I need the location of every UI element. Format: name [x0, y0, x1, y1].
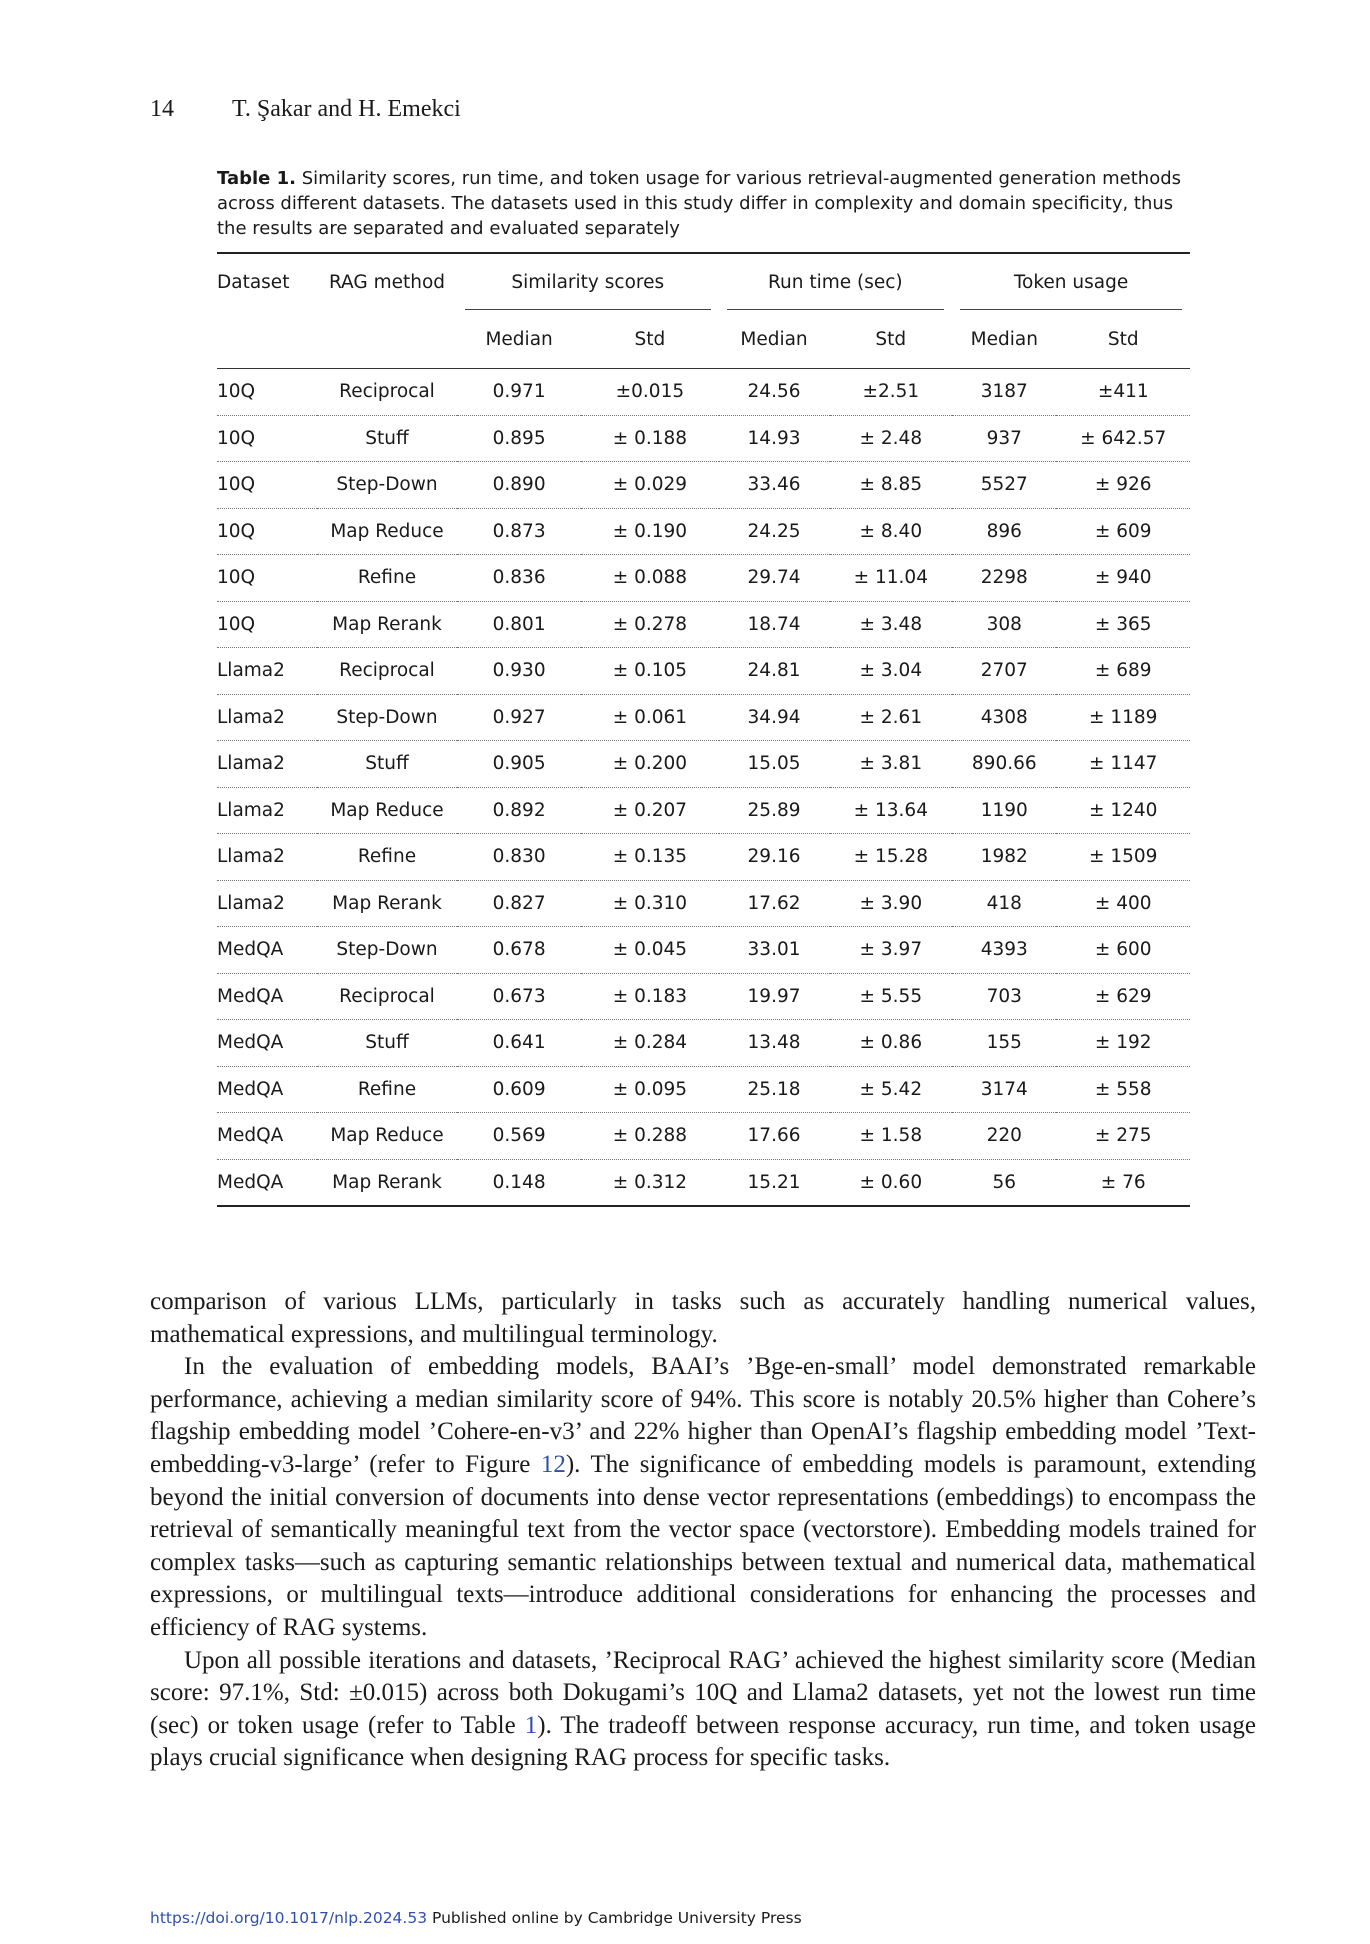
table-1-link[interactable]: 1 — [524, 1711, 538, 1739]
table-row — [217, 1020, 1190, 1067]
cell-rt-std: ± 3.81 — [830, 741, 953, 788]
cell-sim-median: 0.927 — [457, 694, 581, 741]
cell-rt-median: 19.97 — [719, 973, 830, 1020]
cell-tok-std: ± 275 — [1056, 1113, 1190, 1160]
header-runtime-group — [719, 253, 953, 310]
page-number: 14 — [150, 96, 174, 122]
table-row — [217, 462, 1190, 509]
paragraph-3-text-a: Upon all possible iterations and datasets, ’Reciprocal RAG’ achieved the highest similarity score (Median score: 97.1%, Std: ±0.015) across both Dokugami’s 10Q and Llama2 datasets, yet not the lowest run time (sec) or token usage (refer to Table — [150, 1646, 1256, 1739]
cell-rag-method: Map Reduce — [317, 1113, 457, 1160]
running-head — [150, 96, 461, 123]
cell-rt-median: 24.56 — [719, 369, 830, 416]
cell-sim-median: 0.678 — [457, 927, 581, 974]
cell-dataset: Llama2 — [217, 741, 317, 788]
cell-sim-std: ± 0.310 — [581, 880, 718, 927]
cell-rag-method: Map Rerank — [317, 880, 457, 927]
paragraph-3 — [150, 1645, 1256, 1775]
cell-rag-method: Map Rerank — [317, 601, 457, 648]
cell-rt-std: ± 3.90 — [830, 880, 953, 927]
cell-dataset: 10Q — [217, 601, 317, 648]
cell-rag-method: Reciprocal — [317, 648, 457, 695]
results-table — [217, 252, 1190, 1207]
cell-rag-method: Refine — [317, 834, 457, 881]
cell-rag-method: Reciprocal — [317, 369, 457, 416]
cell-dataset: MedQA — [217, 1171, 284, 1193]
cell-rt-median: 17.62 — [719, 880, 830, 927]
cell-rt-std: ± 8.40 — [830, 508, 953, 555]
cell-sim-median: 0.905 — [457, 741, 581, 788]
cell-sim-std: ± 0.135 — [581, 834, 718, 881]
cell-rt-median: 33.46 — [719, 462, 830, 509]
cell-sim-median: 0.895 — [457, 415, 581, 462]
cell-sim-std: ± 0.188 — [581, 415, 718, 462]
table-row — [217, 1113, 1190, 1160]
cell-tok-median: 896 — [952, 508, 1056, 555]
cell-rag-method: Refine — [317, 555, 457, 602]
cell-tok-std: ±411 — [1056, 369, 1190, 416]
cell-tok-median: 4393 — [952, 927, 1056, 974]
cell-sim-median: 0.971 — [457, 369, 581, 416]
paragraph-3-text-b: ). The tradeoff between response accuracy, run time, and token usage plays crucial significance when designing RAG process for specific tasks. — [150, 1711, 1256, 1772]
cell-tok-median: 1982 — [952, 834, 1056, 881]
cell-tok-std: ± 642.57 — [1056, 415, 1190, 462]
cell-sim-std: ± 0.183 — [581, 973, 718, 1020]
cell-sim-std: ± 0.278 — [581, 601, 718, 648]
cell-dataset: Llama2 — [217, 648, 317, 695]
cell-dataset: MedQA — [217, 1020, 317, 1067]
cell-rt-std: ± 8.85 — [830, 462, 953, 509]
cell-rt-median: 24.25 — [719, 508, 830, 555]
header-sim-median: Median — [457, 310, 581, 369]
cell-tok-median: 220 — [952, 1113, 1056, 1160]
cell-rt-median: 15.05 — [719, 741, 830, 788]
cell-sim-std: ± 0.288 — [581, 1113, 718, 1160]
cell-rt-std: ± 0.60 — [859, 1171, 923, 1193]
cell-rt-std: ± 3.97 — [830, 927, 953, 974]
header-tokens-group — [952, 253, 1190, 310]
header-tokens: Token usage — [960, 254, 1182, 310]
table-row — [217, 508, 1190, 555]
cell-dataset: MedQA — [217, 1066, 317, 1113]
cell-sim-std: ± 0.088 — [581, 555, 718, 602]
table-caption-text: Similarity scores, run time, and token usage for various retrieval-augmented generation methods across different datasets. The datasets used in this study differ in complexity and domain specificity, thus the results are separated and evaluated separately — [217, 168, 1182, 239]
paragraph-2 — [150, 1351, 1256, 1644]
cell-dataset: MedQA — [217, 1113, 317, 1160]
table-row — [217, 927, 1190, 974]
cell-rt-std: ± 2.61 — [830, 694, 953, 741]
cell-rag-method: Step-Down — [317, 694, 457, 741]
cell-sim-median: 0.836 — [457, 555, 581, 602]
cell-rt-std: ± 1.58 — [830, 1113, 953, 1160]
cell-rt-median: 33.01 — [719, 927, 830, 974]
cell-tok-median: 2707 — [952, 648, 1056, 695]
cell-dataset: 10Q — [217, 415, 317, 462]
cell-tok-median: 4308 — [952, 694, 1056, 741]
cell-rag-method: Refine — [317, 1066, 457, 1113]
table-caption — [217, 166, 1190, 241]
cell-dataset: Llama2 — [217, 787, 317, 834]
cell-rt-std: ± 11.04 — [830, 555, 953, 602]
cell-tok-std: ± 558 — [1056, 1066, 1190, 1113]
cell-tok-median: 703 — [952, 973, 1056, 1020]
header-rt-median: Median — [719, 310, 830, 369]
table-row — [217, 601, 1190, 648]
table-body — [217, 369, 1190, 1207]
cell-dataset: 10Q — [217, 508, 317, 555]
cell-tok-std: ± 1147 — [1056, 741, 1190, 788]
cell-rt-median: 25.18 — [719, 1066, 830, 1113]
cell-rt-median: 13.48 — [719, 1020, 830, 1067]
cell-tok-median: 1190 — [952, 787, 1056, 834]
cell-sim-median: 0.890 — [457, 462, 581, 509]
table-row — [217, 787, 1190, 834]
publisher-note: Published online by Cambridge University Press — [432, 1909, 802, 1927]
table-row — [217, 648, 1190, 695]
body-text — [150, 1286, 1256, 1775]
cell-sim-std: ± 0.105 — [581, 648, 718, 695]
cell-rag-method: Map Reduce — [317, 508, 457, 555]
cell-rag-method: Stuff — [317, 1020, 457, 1067]
cell-tok-median: 3187 — [952, 369, 1056, 416]
cell-rt-std: ± 0.86 — [830, 1020, 953, 1067]
cell-tok-median: 937 — [952, 415, 1056, 462]
header-tok-std: Std — [1056, 310, 1190, 369]
cell-tok-std: ± 940 — [1056, 555, 1190, 602]
doi-link[interactable]: https://doi.org/10.1017/nlp.2024.53 — [150, 1909, 428, 1927]
cell-tok-std: ± 1189 — [1056, 694, 1190, 741]
cell-tok-std: ± 689 — [1056, 648, 1190, 695]
cell-rag-method: Stuff — [317, 415, 457, 462]
header-sim-std: Std — [581, 310, 718, 369]
cell-dataset: Llama2 — [217, 694, 317, 741]
cell-sim-median: 0.827 — [457, 880, 581, 927]
cell-rag-method: Step-Down — [317, 927, 457, 974]
table-row — [217, 1159, 1190, 1206]
cell-tok-median: 2298 — [952, 555, 1056, 602]
paragraph-2-text-a: In the evaluation of embedding models, BAAI’s ’Bge-en-small’ model demonstrated remarkable performance, achieving a median similarity score of 94%. This score is notably 20.5% higher than Cohere’s flagship embedding model ’Cohere-en-v3’ and 22% higher than OpenAI’s flagship embedding model ’Text-embedding-v3-large’ (refer to Figure — [150, 1353, 1256, 1478]
cell-sim-std: ± 0.029 — [581, 462, 718, 509]
cell-sim-median: 0.609 — [457, 1066, 581, 1113]
cell-tok-median: 56 — [992, 1171, 1017, 1193]
cell-rt-median: 17.66 — [719, 1113, 830, 1160]
cell-rag-method: Map Reduce — [317, 787, 457, 834]
cell-tok-std: ± 365 — [1056, 601, 1190, 648]
cell-sim-median: 0.673 — [457, 973, 581, 1020]
cell-sim-std: ± 0.312 — [612, 1171, 688, 1193]
cell-sim-std: ±0.015 — [581, 369, 718, 416]
cell-dataset: Llama2 — [217, 880, 317, 927]
cell-tok-std: ± 609 — [1056, 508, 1190, 555]
table-row — [217, 741, 1190, 788]
cell-tok-median: 890.66 — [952, 741, 1056, 788]
header-similarity-group — [457, 253, 719, 310]
cell-rag-method: Map Rerank — [332, 1171, 442, 1193]
cell-sim-std: ± 0.207 — [581, 787, 718, 834]
cell-sim-median: 0.830 — [457, 834, 581, 881]
cell-tok-median: 3174 — [952, 1066, 1056, 1113]
cell-dataset: 10Q — [217, 555, 317, 602]
cell-rt-std: ± 3.48 — [830, 601, 953, 648]
header-runtime: Run time (sec) — [727, 254, 945, 310]
header-rag-method: RAG method — [328, 271, 446, 293]
cell-rt-median: 29.74 — [719, 555, 830, 602]
figure-12-link[interactable]: 12 — [540, 1450, 566, 1478]
cell-dataset: Llama2 — [217, 834, 317, 881]
table-1 — [217, 166, 1190, 1207]
footer — [150, 1909, 802, 1927]
cell-rag-method: Reciprocal — [317, 973, 457, 1020]
cell-tok-median: 5527 — [952, 462, 1056, 509]
cell-rt-std: ± 5.42 — [830, 1066, 953, 1113]
cell-rt-std: ± 13.64 — [830, 787, 953, 834]
cell-rt-std: ± 3.04 — [830, 648, 953, 695]
cell-tok-median: 308 — [952, 601, 1056, 648]
cell-tok-std: ± 1240 — [1056, 787, 1190, 834]
table-row — [217, 973, 1190, 1020]
cell-tok-std: ± 629 — [1056, 973, 1190, 1020]
table-caption-label: Table 1. — [217, 168, 296, 189]
cell-rt-median: 18.74 — [719, 601, 830, 648]
header-tok-median: Median — [952, 310, 1056, 369]
cell-tok-std: ± 76 — [1100, 1171, 1146, 1193]
cell-tok-std: ± 600 — [1056, 927, 1190, 974]
cell-dataset: MedQA — [217, 973, 317, 1020]
cell-rt-median: 25.89 — [719, 787, 830, 834]
cell-dataset: MedQA — [217, 927, 317, 974]
cell-tok-std: ± 400 — [1056, 880, 1190, 927]
cell-sim-median: 0.930 — [457, 648, 581, 695]
cell-rag-method: Step-Down — [317, 462, 457, 509]
table-row — [217, 415, 1190, 462]
cell-rt-median: 24.81 — [719, 648, 830, 695]
cell-sim-median: 0.892 — [457, 787, 581, 834]
paragraph-1: comparison of various LLMs, particularly in tasks such as accurately handling numerical values, mathematical expressions, and multilingual terminology. — [150, 1288, 1256, 1348]
table-row — [217, 1066, 1190, 1113]
cell-dataset: 10Q — [217, 369, 317, 416]
header-rt-std: Std — [830, 310, 953, 369]
cell-sim-median: 0.569 — [457, 1113, 581, 1160]
cell-rt-std: ± 15.28 — [830, 834, 953, 881]
table-row — [217, 694, 1190, 741]
cell-sim-std: ± 0.200 — [581, 741, 718, 788]
cell-rt-std: ± 2.48 — [830, 415, 953, 462]
table-row — [217, 834, 1190, 881]
cell-sim-std: ± 0.284 — [581, 1020, 718, 1067]
cell-tok-std: ± 1509 — [1056, 834, 1190, 881]
header-blank — [217, 310, 317, 369]
cell-rag-method: Stuff — [317, 741, 457, 788]
cell-sim-median: 0.148 — [492, 1171, 546, 1193]
cell-tok-std: ± 192 — [1056, 1020, 1190, 1067]
cell-sim-median: 0.801 — [457, 601, 581, 648]
cell-rt-median: 34.94 — [719, 694, 830, 741]
cell-tok-std: ± 926 — [1056, 462, 1190, 509]
cell-rt-std: ± 5.55 — [830, 973, 953, 1020]
cell-sim-std: ± 0.061 — [581, 694, 718, 741]
cell-rt-median: 29.16 — [719, 834, 830, 881]
paragraph-2-text-b: ). The significance of embedding models is paramount, extending beyond the initial conversion of documents into dense vector representations (embeddings) to encompass the retrieval of semantically meaningful text from the vector space (vectorstore). Embedding models trained for complex tasks—such as capturing semantic relationships between textual and numerical data, mathematical expressions, or multilingual texts—introduce additional considerations for enhancing the processes and efficiency of RAG systems. — [150, 1450, 1256, 1641]
cell-rt-median: 14.93 — [719, 415, 830, 462]
table-row — [217, 369, 1190, 416]
header-similarity: Similarity scores — [465, 254, 711, 310]
cell-sim-std: ± 0.190 — [581, 508, 718, 555]
cell-tok-median: 418 — [952, 880, 1056, 927]
header-blank — [317, 310, 457, 369]
cell-rt-median: 15.21 — [747, 1171, 801, 1193]
running-head-authors: T. Şakar and H. Emekci — [232, 96, 461, 122]
cell-dataset: 10Q — [217, 462, 317, 509]
cell-sim-std: ± 0.095 — [581, 1066, 718, 1113]
cell-rt-std: ±2.51 — [830, 369, 953, 416]
cell-sim-median: 0.873 — [457, 508, 581, 555]
cell-sim-std: ± 0.045 — [581, 927, 718, 974]
table-row — [217, 555, 1190, 602]
header-dataset: Dataset — [217, 271, 290, 293]
table-row — [217, 880, 1190, 927]
cell-sim-median: 0.641 — [457, 1020, 581, 1067]
cell-tok-median: 155 — [952, 1020, 1056, 1067]
